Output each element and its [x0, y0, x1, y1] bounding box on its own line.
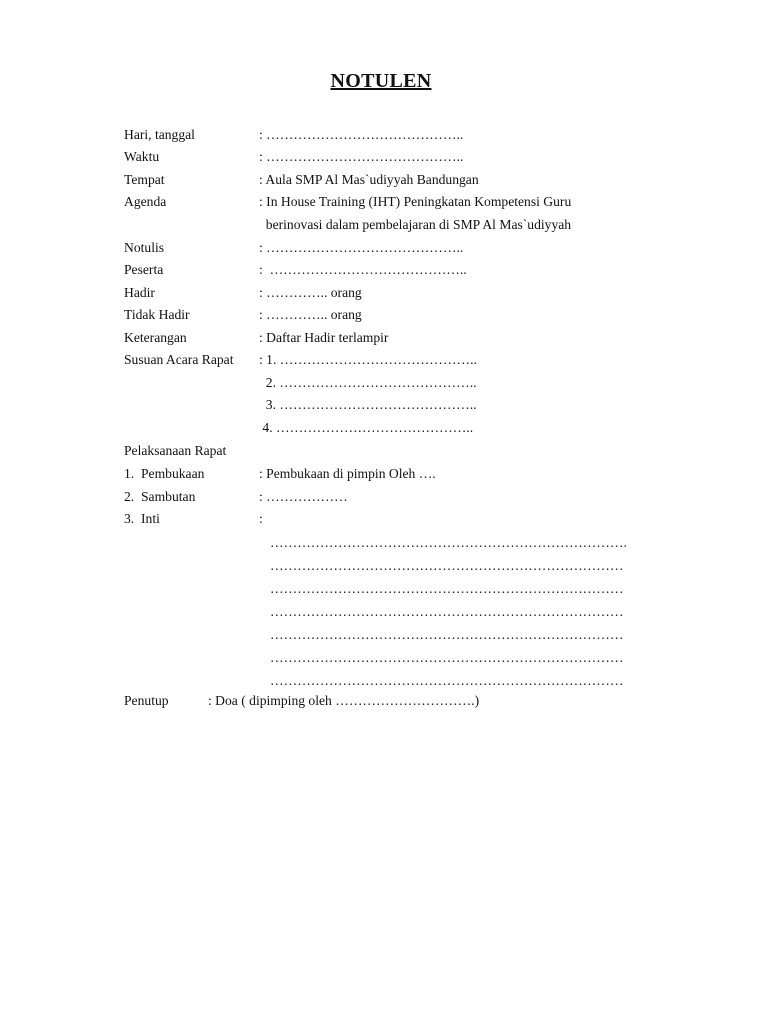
- tempat-label: Tempat: [124, 172, 165, 187]
- inti-label: 3. Inti: [124, 511, 160, 526]
- susunan-acara-item-4: 4. ……………………………………..: [259, 420, 474, 435]
- sambutan-value: : ………………: [259, 489, 348, 504]
- agenda-label: Agenda: [124, 194, 167, 209]
- inti-line: ……………………………………………………………………: [270, 581, 624, 596]
- penutup-value: : Doa ( dipimping oleh ………………………….): [208, 693, 480, 708]
- hari-tanggal-label: Hari, tanggal: [124, 127, 195, 142]
- inti-line: ……………………………………………………………………: [270, 673, 624, 688]
- penutup-label: Penutup: [124, 693, 169, 708]
- pembukaan-value: : Pembukaan di pimpin Oleh ….: [259, 466, 436, 481]
- susunan-acara-label: Susuan Acara Rapat: [124, 352, 234, 367]
- susunan-acara-item-2: 2. ……………………………………..: [259, 375, 477, 390]
- susunan-acara-item-3: 3. ……………………………………..: [259, 397, 477, 412]
- tempat-value: : Aula SMP Al Mas`udiyyah Bandungan: [259, 172, 479, 187]
- hari-tanggal-value: : ……………………………………..: [259, 127, 464, 142]
- keterangan-label: Keterangan: [124, 330, 187, 345]
- inti-line: ……………………………………………………………………: [270, 627, 624, 642]
- hadir-label: Hadir: [124, 285, 155, 300]
- document-title: NOTULEN: [330, 70, 432, 92]
- inti-line: ……………………………………………………………………: [270, 604, 624, 619]
- tidak-hadir-label: Tidak Hadir: [124, 307, 190, 322]
- keterangan-value: : Daftar Hadir terlampir: [259, 330, 389, 345]
- notulis-value: : ……………………………………..: [259, 240, 464, 255]
- pelaksanaan-heading: Pelaksanaan Rapat: [124, 443, 227, 458]
- agenda-value: : In House Training (IHT) Peningkatan Kompetensi Guru: [259, 194, 572, 209]
- agenda-value-continuation: berinovasi dalam pembelajaran di SMP Al Mas`udiyyah: [259, 217, 572, 232]
- waktu-label: Waktu: [124, 149, 160, 164]
- inti-value: :: [259, 511, 263, 526]
- inti-line: …………………………………………………………………….: [270, 535, 627, 550]
- inti-line: ……………………………………………………………………: [270, 650, 624, 665]
- tidak-hadir-value: : ………….. orang: [259, 307, 362, 322]
- sambutan-label: 2. Sambutan: [124, 489, 196, 504]
- hadir-value: : ………….. orang: [259, 285, 362, 300]
- pembukaan-label: 1. Pembukaan: [124, 466, 205, 481]
- susunan-acara-item-1: : 1. ……………………………………..: [259, 352, 477, 367]
- waktu-value: : ……………………………………..: [259, 149, 464, 164]
- inti-line: ……………………………………………………………………: [270, 558, 624, 573]
- peserta-value: : ……………………………………..: [259, 262, 467, 277]
- peserta-label: Peserta: [124, 262, 164, 277]
- notulis-label: Notulis: [124, 240, 165, 255]
